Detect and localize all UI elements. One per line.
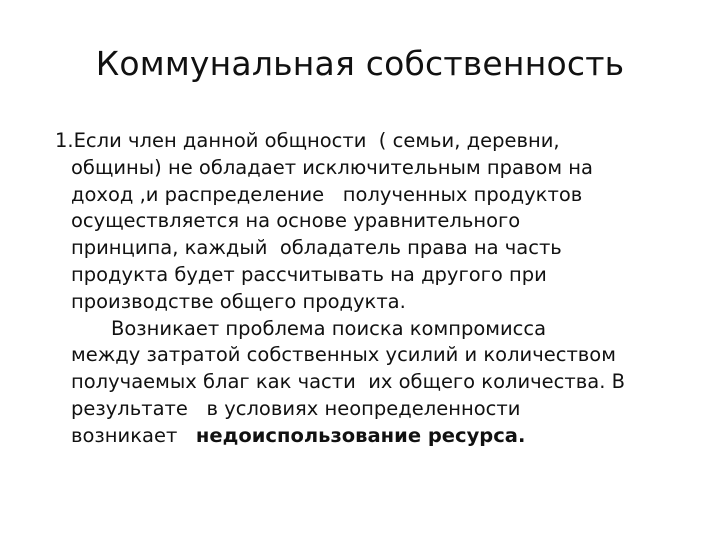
paragraph2-line-2: между затратой собственных усилий и количеством xyxy=(71,343,616,367)
paragraph1-line-4: осуществляется на основе уравнительного xyxy=(71,209,521,233)
paragraph2-line-3: получаемых благ как части их общего количества. В xyxy=(71,370,625,394)
paragraph1-line-3: доход ,и распределение полученных продуктов xyxy=(71,182,583,206)
slide-body xyxy=(55,128,685,450)
paragraph1-line-1: 1.Если член данной общности ( семьи, деревни, xyxy=(55,129,560,152)
paragraph1-line-5: принципа, каждый обладатель права на часть xyxy=(71,236,562,260)
paragraph1-line-7: производстве общего продукта. xyxy=(71,289,406,313)
paragraph1-line-2: общины) не обладает исключительным правом на xyxy=(71,155,593,179)
paragraph2-line-4: результате в условиях неопределенности xyxy=(71,396,521,420)
last-line-prefix: возникает xyxy=(71,423,196,447)
emphasis-underutilization: недоиспользование ресурса. xyxy=(195,423,526,447)
paragraph1-line-6: продукта будет рассчитывать на другого при xyxy=(71,262,547,286)
paragraph2-line-1: Возникает проблема поиска компромисса xyxy=(111,316,547,340)
slide-title: Коммунальная собственность xyxy=(95,44,625,83)
paragraph2-line-5 xyxy=(55,423,685,450)
